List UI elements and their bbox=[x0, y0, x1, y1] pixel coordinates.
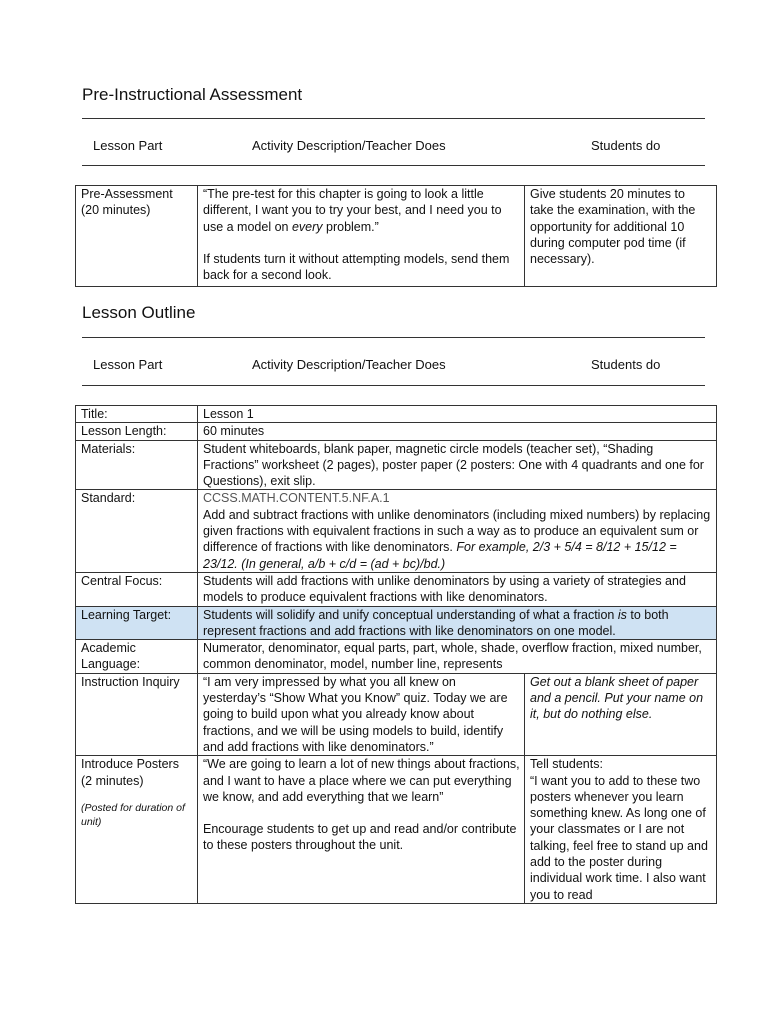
table-row-central-focus: Central Focus: Students will add fractions with unlike denominators by using a variety of strategies and models to produce equivalent fractions with like denominators. bbox=[76, 572, 717, 606]
table-row-instruction-inquiry: Instruction Inquiry “I am very impressed by what you all knew on yesterday’s “Show What you Know” quiz. Today we are going to build upon what you already know about fractions, and we will be using models to build, identify and add fractions with like denominators.” Get out a blank sheet of paper and a pencil. Put your name on it, but do nothing else. bbox=[76, 673, 717, 755]
table-row bbox=[76, 186, 717, 287]
standard-cell: CCSS.MATH.CONTENT.5.NF.A.1 Add and subtract fractions with unlike denominators (including mixed numbers) by replacing given fractions with equivalent fractions in such a way as to produce an equivalent sum or difference of fractions with like denominators. For example, 2/3 + 5/4 = 8/12 + 15/12 = 23/12. (In general, a/b + c/d = (ad + bc)/bd.) bbox=[198, 490, 717, 572]
lesson-outline-table bbox=[75, 405, 717, 904]
section-title-pre-assessment: Pre-Instructional Assessment bbox=[82, 85, 303, 104]
table-row-introduce-posters bbox=[76, 756, 717, 904]
table-row-academic-language: Academic Language: Numerator, denominator, equal parts, part, whole, shade, overflow fraction, mixed number, common denominator, model, number line, represents bbox=[76, 640, 717, 674]
table-row-length: Lesson Length: 60 minutes bbox=[76, 423, 717, 440]
divider bbox=[82, 165, 705, 166]
header-activity: Activity Description/Teacher Does bbox=[252, 138, 446, 153]
posters-students-cell: Tell students: “I want you to add to these two posters whenever you learn something knew. As long one of your classmates or I are not talking, feel free to stand up and add to the poster during individual work time. I also want you to read bbox=[525, 756, 717, 904]
table-row-materials: Materials: Student whiteboards, blank paper, magnetic circle models (teacher set), “Shading Fractions” worksheet (2 pages), poster paper (2 posters: One with 4 quadrants and one for Questions), exit slip. bbox=[76, 440, 717, 490]
table-row-title: Title: Lesson 1 bbox=[76, 406, 717, 423]
table-row-standard: Standard: CCSS.MATH.CONTENT.5.NF.A.1 Add and subtract fractions with unlike denominators (including mixed numbers) by replacing given fractions with equivalent fractions in such a way as to produce an equivalent sum or difference of fractions with like denominators. For example, 2/3 + 5/4 = 8/12 + 15/12 = 23/12. (In general, a/b + c/d = (ad + bc)/bd.) bbox=[76, 490, 717, 572]
posters-label-cell: Introduce Posters (2 minutes) (Posted for duration of unit) bbox=[76, 756, 198, 904]
header-lesson-part: Lesson Part bbox=[93, 138, 163, 153]
header-students-do: Students do bbox=[591, 357, 661, 372]
header-activity: Activity Description/Teacher Does bbox=[252, 357, 446, 372]
posters-teacher-cell: “We are going to learn a lot of new things about fractions, and I want to have a place where we can put everything we know, and add everything that we learn” Encourage students to get up and read and/or contribute to these posters throughout the unit. bbox=[198, 756, 525, 904]
pre-assessment-table bbox=[75, 185, 717, 287]
lesson-part-cell: Pre-Assessment (20 minutes) bbox=[76, 186, 198, 287]
header-students-do: Students do bbox=[591, 138, 661, 153]
table-row-learning-target: Learning Target: Students will solidify and unify conceptual understanding of what a fraction is to both represent fractions and add fractions with like denominators on one model. bbox=[76, 606, 717, 640]
divider bbox=[82, 337, 705, 338]
standard-code: CCSS.MATH.CONTENT.5.NF.A.1 bbox=[203, 491, 390, 506]
header-lesson-part: Lesson Part bbox=[93, 357, 163, 372]
section-title-lesson-outline: Lesson Outline bbox=[82, 303, 196, 322]
learning-target-cell: Students will solidify and unify conceptual understanding of what a fraction is to both represent fractions and add fractions with like denominators on one model. bbox=[198, 606, 717, 640]
activity-cell: “The pre-test for this chapter is going to look a little different, I want you to try your best, and I need you to use a model on every problem.” If students turn it without attempting models, send them back for a second look. bbox=[198, 186, 525, 287]
divider bbox=[82, 385, 705, 386]
students-do-cell: Give students 20 minutes to take the examination, with the opportunity for additional 10 during computer pod time (if necessary). bbox=[525, 186, 717, 287]
divider bbox=[82, 118, 705, 119]
